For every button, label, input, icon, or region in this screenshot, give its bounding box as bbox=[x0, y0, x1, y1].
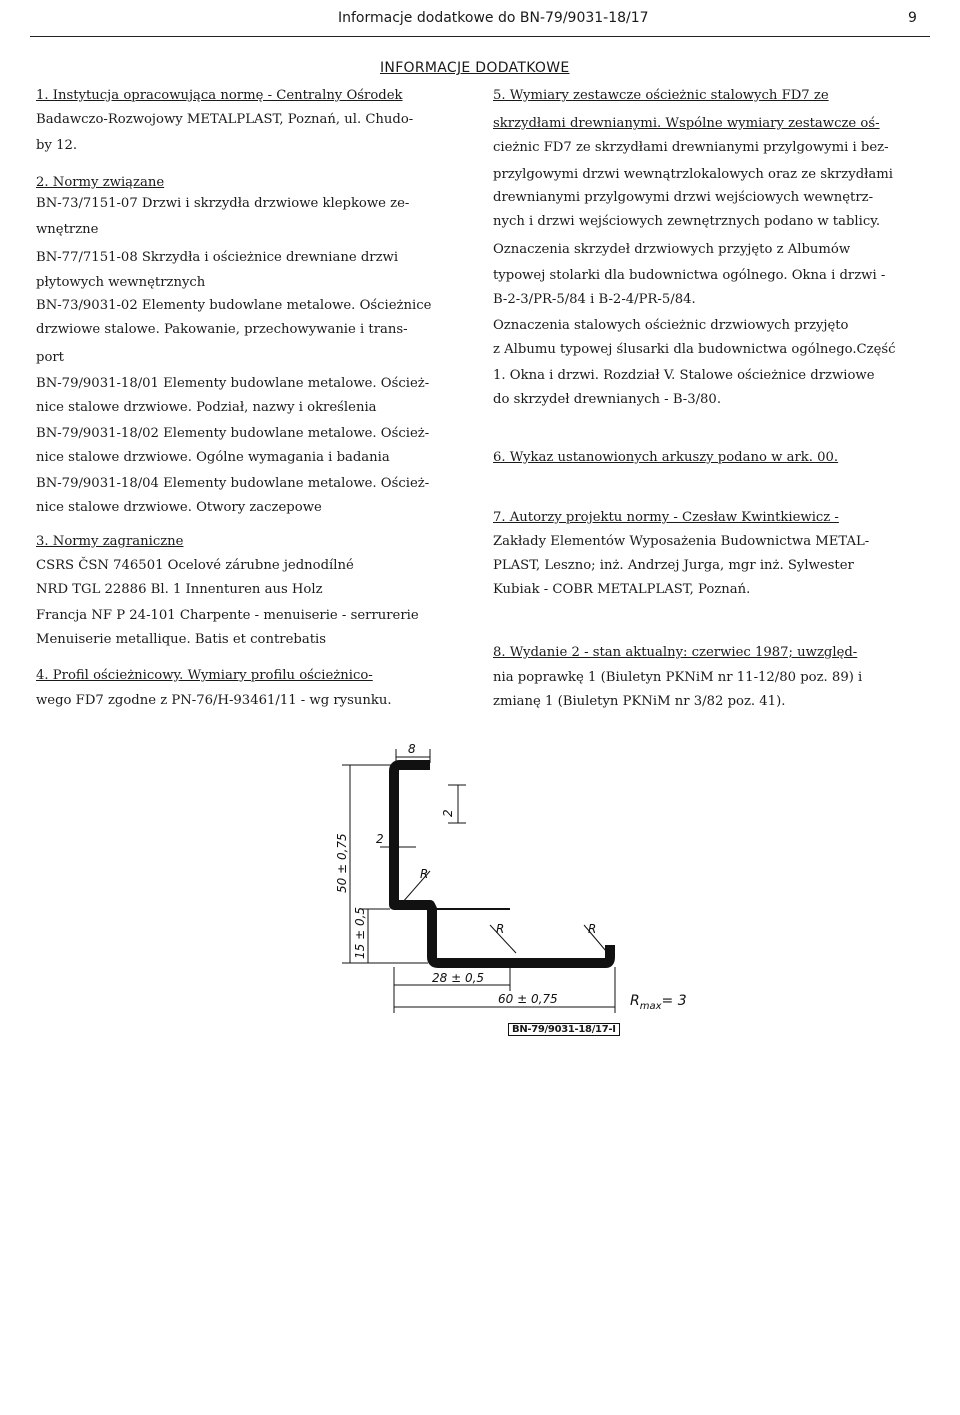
dim-width-label: 60 ± 0,75 bbox=[498, 992, 558, 1006]
left-text-line: by 12. bbox=[36, 138, 78, 153]
right-text-line: Oznaczenia stalowych ościeżnic drzwiowych przyjęto bbox=[493, 318, 849, 333]
page-number: 9 bbox=[908, 10, 917, 26]
left-text-line: 4. Profil ościeżnicowy. Wymiary profilu ościeżnico- bbox=[36, 668, 373, 683]
dim-lip-label: 2 bbox=[441, 809, 455, 817]
right-text-line: B-2-3/PR-5/84 i B-2-4/PR-5/84. bbox=[493, 292, 696, 307]
right-text-line: nia poprawkę 1 (Biuletyn PKNiM nr 11-12/80 poz. 89) i bbox=[493, 670, 863, 685]
dim-step-label: 15 ± 0,5 bbox=[353, 906, 367, 959]
right-text-line: typowej stolarki dla budownictwa ogólnego. Okna i drzwi - bbox=[493, 268, 886, 283]
left-text-line: BN-73/9031-02 Elementy budowlane metalowe. Ościeżnice bbox=[36, 298, 432, 313]
left-text-line: płytowych wewnętrznych bbox=[36, 275, 206, 290]
left-text-line: BN-77/7151-08 Skrzydła i ościeżnice drewniane drzwi bbox=[36, 250, 399, 265]
right-text-line: Zakłady Elementów Wyposażenia Budownictwa METAL- bbox=[493, 534, 870, 549]
right-text-line: cieżnic FD7 ze skrzydłami drewnianymi przylgowymi i bez- bbox=[493, 140, 889, 155]
left-text-line: BN-79/9031-18/04 Elementy budowlane metalowe. Oścież- bbox=[36, 476, 430, 491]
profile-drawing-svg bbox=[320, 735, 720, 1050]
section-title: INFORMACJE DODATKOWE bbox=[380, 60, 570, 76]
drawing-stamp: BN-79/9031-18/17-I bbox=[508, 1023, 620, 1036]
radius-label-3: R bbox=[588, 922, 597, 936]
left-text-line: BN-79/9031-18/02 Elementy budowlane metalowe. Oścież- bbox=[36, 426, 430, 441]
right-text-line: do skrzydeł drewnianych - B-3/80. bbox=[493, 392, 722, 407]
left-text-line: Badawczo-Rozwojowy METALPLAST, Poznań, ul. Chudo- bbox=[36, 112, 414, 127]
right-text-line: Kubiak - COBR METALPLAST, Poznań. bbox=[493, 582, 751, 597]
right-text-line: 6. Wykaz ustanowionych arkuszy podano w ark. 00. bbox=[493, 450, 839, 465]
right-text-line: przylgowymi drzwi wewnątrzlokalowych oraz ze skrzydłami bbox=[493, 167, 894, 182]
left-text-line: nice stalowe drzwiowe. Otwory zaczepowe bbox=[36, 500, 322, 515]
dim-mid-label: 28 ± 0,5 bbox=[432, 971, 485, 985]
right-text-line: z Albumu typowej ślusarki dla budownictwa ogólnego.Część bbox=[493, 342, 896, 357]
right-text-line: 5. Wymiary zestawcze ościeżnic stalowych FD7 ze bbox=[493, 88, 829, 103]
left-text-line: drzwiowe stalowe. Pakowanie, przechowywanie i trans- bbox=[36, 322, 408, 337]
right-text-line: 1. Okna i drzwi. Rozdział V. Stalowe ościeżnice drzwiowe bbox=[493, 368, 875, 383]
left-text-line: port bbox=[36, 350, 64, 365]
right-text-line: zmianę 1 (Biuletyn PKNiM nr 3/82 poz. 41). bbox=[493, 694, 786, 709]
left-text-line: nice stalowe drzwiowe. Ogólne wymagania i badania bbox=[36, 450, 390, 465]
left-text-line: 3. Normy zagraniczne bbox=[36, 534, 184, 549]
left-text-line: wnętrzne bbox=[36, 222, 99, 237]
right-text-line: skrzydłami drewnianymi. Wspólne wymiary zestawcze oś- bbox=[493, 116, 880, 131]
left-text-line: Francja NF P 24-101 Charpente - menuiserie - serrurerie bbox=[36, 608, 419, 623]
profile-drawing bbox=[320, 735, 720, 1050]
dim-height-label: 50 ± 0,75 bbox=[335, 833, 349, 893]
dim-top-label: 8 bbox=[408, 742, 416, 756]
right-text-line: drewnianymi przylgowymi drzwi wejściowych wewnętrz- bbox=[493, 190, 874, 205]
dim-thickness-label: 2 bbox=[376, 832, 384, 846]
left-text-line: BN-73/7151-07 Drzwi i skrzydła drzwiowe klepkowe ze- bbox=[36, 196, 410, 211]
left-text-line: NRD TGL 22886 Bl. 1 Innenturen aus Holz bbox=[36, 582, 323, 597]
header-rule bbox=[30, 36, 930, 37]
left-text-line: wego FD7 zgodne z PN-76/H-93461/11 - wg rysunku. bbox=[36, 693, 392, 708]
left-text-line: BN-79/9031-18/01 Elementy budowlane metalowe. Oścież- bbox=[36, 376, 430, 391]
right-text-line: 8. Wydanie 2 - stan aktualny: czerwiec 1987; uwzględ- bbox=[493, 645, 858, 660]
radius-label-2: R bbox=[496, 922, 505, 936]
left-text-line: nice stalowe drzwiowe. Podział, nazwy i określenia bbox=[36, 400, 377, 415]
right-text-line: nych i drzwi wejściowych zewnętrznych podano w tablicy. bbox=[493, 214, 881, 229]
left-text-line: CSRS ČSN 746501 Ocelové zárubne jednodílné bbox=[36, 558, 354, 573]
left-text-line: 1. Instytucja opracowująca normę - Centralny Ośrodek bbox=[36, 88, 403, 103]
radius-label-1: R bbox=[420, 867, 429, 881]
right-text-line: 7. Autorzy projektu normy - Czesław Kwintkiewicz - bbox=[493, 510, 839, 525]
rmax-label: $R_{max}= 3$ bbox=[630, 993, 687, 1012]
left-text-line: 2. Normy związane bbox=[36, 175, 165, 190]
right-text-line: Oznaczenia skrzydeł drzwiowych przyjęto z Albumów bbox=[493, 242, 851, 257]
left-text-line: Menuiserie metallique. Batis et contrebatis bbox=[36, 632, 326, 647]
header-title: Informacje dodatkowe do BN-79/9031-18/17 bbox=[338, 10, 649, 26]
right-text-line: PLAST, Leszno; inż. Andrzej Jurga, mgr inż. Sylwester bbox=[493, 558, 854, 573]
